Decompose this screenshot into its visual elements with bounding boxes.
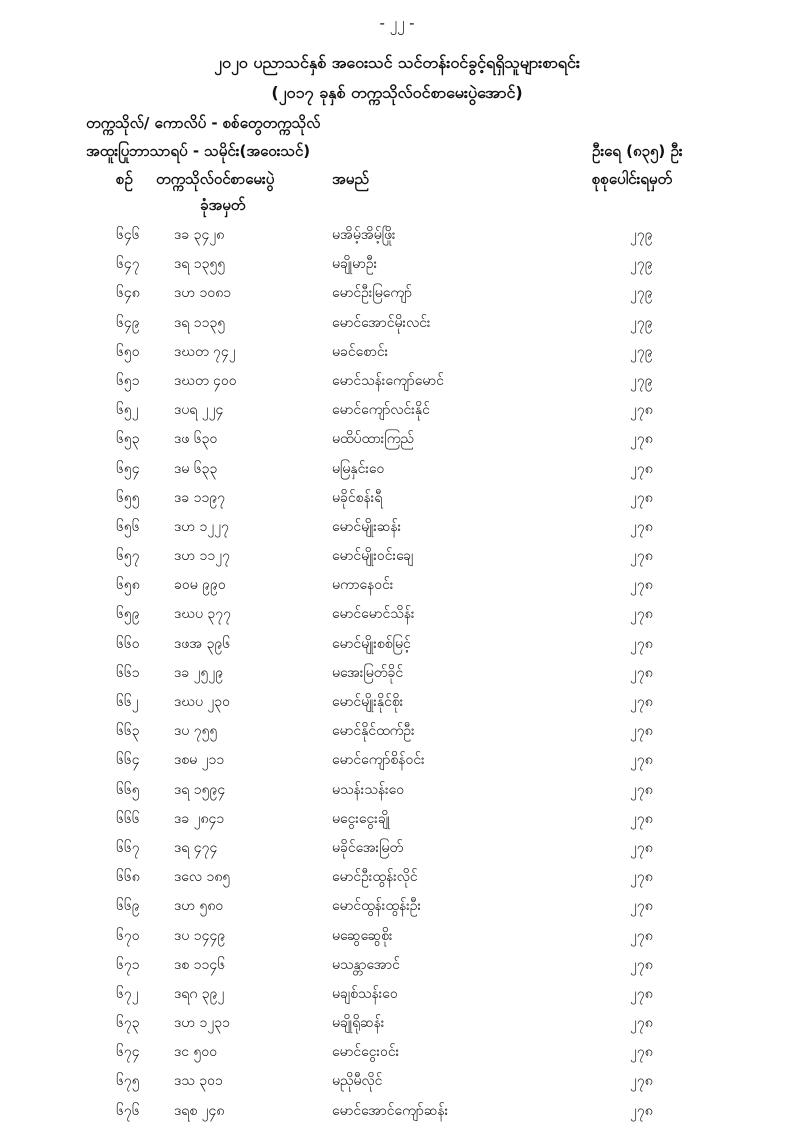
total-marks: ၂၇၈: [630, 518, 653, 535]
total-marks: ၂၇၈: [630, 781, 653, 798]
row-number: ၆၅၄: [116, 460, 140, 477]
total-marks: ၂၇၈: [630, 752, 653, 769]
total-marks: ၂၇၈: [630, 839, 653, 856]
student-name: မောင်မျိုးဝင်းချေ: [332, 548, 414, 565]
total-marks: ၂၇၈: [630, 548, 653, 565]
roll-number: ဒဃပ ၂၃၀: [174, 694, 231, 710]
row-number: ၆၅၉: [116, 606, 140, 623]
student-name: မောင်မျိုးဆန်း: [332, 518, 402, 535]
row-number: ၆၇၂: [116, 985, 139, 1002]
roll-number: ဒသ ၃၀၁: [174, 1073, 223, 1090]
column-header-roll: တက္ကသိုလ်ဝင်စာမေးပွဲ: [156, 170, 275, 188]
table-row: [0, 955, 794, 984]
student-name: မောင်ဦးမြကျော်: [332, 285, 413, 302]
student-name: မဆွေဆွေစိုး: [332, 927, 393, 944]
roll-number: ဒဟ ၁၁၂၇: [174, 548, 230, 565]
column-header-roll-line-2: ခုံအမှတ်: [200, 196, 246, 214]
row-number: ၆၆၂: [116, 694, 139, 710]
roll-number: ဒမ ၆၃၃: [174, 460, 218, 477]
row-number: ၆၄၇: [116, 256, 140, 273]
student-name: မောင်မောင်သိန်း: [332, 606, 415, 623]
roll-number: ဒဟ ၁၂၂၇: [174, 518, 229, 535]
table-row: [0, 1013, 794, 1042]
total-marks: ၂၇၈: [630, 606, 653, 623]
roll-number: ဒဟ ၁၀၈၁: [174, 285, 232, 302]
row-number: ၆၇၄: [116, 1044, 140, 1061]
row-number: ၆၇၅: [116, 1073, 140, 1090]
subject-line: အထူးပြုဘာသာရပ် - သမိုင်း(အဝေးသင်): [86, 142, 311, 160]
total-marks: ၂၇၉: [630, 256, 653, 273]
table-row: [0, 283, 794, 312]
table-row: [0, 342, 794, 371]
table-row: [0, 867, 794, 896]
row-number: ၆၆၀: [116, 635, 140, 652]
table-row: [0, 663, 794, 692]
total-marks: ၂၇၈: [630, 460, 653, 477]
student-name: မသန်းသန်းဝေ: [332, 781, 405, 798]
roll-number: ဒပ ၇၅၅: [174, 723, 218, 740]
student-name: မခိုင်အေးမြတ်: [332, 839, 404, 856]
student-name: မောင်အောင်ကျော်ဆန်း: [332, 1102, 449, 1119]
column-header-name: အမည်: [332, 170, 369, 188]
roll-number: ဒစမ ၂၁၁: [174, 752, 225, 769]
total-marks: ၂၇၈: [630, 898, 653, 915]
total-marks: ၂၇၈: [630, 723, 653, 740]
roll-number: ဒဃတ ၇၄၂: [174, 343, 236, 360]
table-row: [0, 838, 794, 867]
roll-number: ခဝမ ၉၉၀: [174, 577, 226, 594]
row-number: ၆၇၁: [116, 956, 140, 973]
total-marks: ၂၇၉: [630, 285, 653, 302]
student-name: မခင်စောင်း: [332, 343, 389, 360]
student-list: [0, 225, 794, 1130]
row-number: ၆၆၁: [116, 664, 140, 681]
roll-number: ဒရ ၁၃၅၅: [174, 256, 226, 273]
row-number: ၆၆၆: [116, 810, 140, 827]
student-name: မကာနေဝင်း: [332, 577, 394, 594]
total-marks: ၂၇၈: [630, 1073, 653, 1090]
student-name: မအေးမြတ်ခိုင်: [332, 664, 404, 681]
table-row: [0, 1071, 794, 1100]
student-name: မောင်နိုင်ထက်ဦး: [332, 723, 415, 740]
total-marks: ၂၇၈: [630, 956, 653, 973]
table-row: [0, 459, 794, 488]
roll-number: ဒင ၅၀၀: [174, 1044, 218, 1061]
total-marks: ၂၇၉: [630, 343, 653, 360]
roll-number: ဒပ ၁၄၄၉: [174, 927, 226, 944]
document-subtitle: (၂၀၁၇ ခုနှစ် တက္ကသိုလ်ဝင်စာမေးပွဲအောင်): [271, 83, 523, 102]
row-number: ၆၅၂: [116, 402, 139, 419]
table-row: [0, 634, 794, 663]
roll-number: ဒဖ ၆၃၀: [174, 431, 218, 448]
row-number: ၆၆၃: [116, 723, 140, 740]
total-count: ဦးရေ (၈၃၅) ဦး: [592, 142, 683, 160]
roll-number: ဒရစ ၂၄၈: [174, 1102, 225, 1119]
row-number: ၆၇၃: [116, 1015, 140, 1032]
student-name: မမြနှင်းဝေ: [332, 460, 385, 477]
total-marks: ၂၇၈: [630, 1015, 653, 1032]
table-row: [0, 400, 794, 429]
roll-number: ဒဃပ ၃၇၇: [174, 606, 232, 623]
student-name: မောင်ကျော်လင်းနိုင်: [332, 402, 430, 419]
student-name: မထိပ်ထားကြည်: [332, 431, 414, 448]
table-row: [0, 896, 794, 925]
row-number: ၆၄၆: [116, 227, 140, 243]
total-marks: ၂၇၈: [630, 927, 653, 944]
table-row: [0, 926, 794, 955]
total-marks: ၂၇၈: [630, 694, 653, 710]
total-marks: ၂၇၈: [630, 635, 653, 652]
table-row: [0, 254, 794, 283]
student-name: မောင်ငွေးဝင်း: [332, 1044, 400, 1061]
table-row: [0, 604, 794, 633]
table-row: [0, 546, 794, 575]
roll-number: ဒရ ၄၇၄: [174, 839, 218, 856]
total-marks: ၂၇၈: [630, 869, 653, 886]
row-number: ၆၆၉: [116, 898, 140, 915]
row-number: ၆၅၁: [116, 372, 140, 389]
document-title: ၂၀၂၀ ပညာသင်နှစ် အဝေးသင် သင်တန်းဝင်ခွင့်ရရှိသူများစာရင်း: [214, 53, 580, 72]
table-row: [0, 313, 794, 342]
row-number: ၆၇၆: [116, 1102, 140, 1119]
student-name: မခိုင်စန်းရီ: [332, 489, 383, 506]
column-header-no: စဉ်: [116, 170, 133, 188]
roll-number: ဒစ ၁၁၄၆: [174, 956, 226, 973]
university-line: တက္ကသိုလ်/ ကောလိပ် - စစ်တွေတက္ကသိုလ်: [86, 114, 321, 132]
page-number: - ၂၂ -: [379, 14, 415, 32]
row-number: ၆၅၈: [116, 577, 140, 594]
student-name: မချိုရိုဆန်း: [332, 1015, 385, 1032]
total-marks: ၂၇၈: [630, 985, 653, 1002]
student-name: မချစ်သန်းဝေ: [332, 985, 398, 1002]
student-name: မအိမ့်အိမ့်ဖြိုး: [332, 227, 396, 243]
student-name: မသန္တာအောင်: [332, 956, 400, 973]
table-row: [0, 488, 794, 517]
roll-number: ဒရဂ ၃၉၂: [174, 985, 225, 1002]
roll-number: ဒခ ၂၅၂၉: [174, 664, 224, 681]
table-row: [0, 1042, 794, 1071]
roll-number: ဒခ ၁၁၉၇: [174, 489, 226, 506]
table-row: [0, 1101, 794, 1130]
table-row: [0, 517, 794, 546]
roll-number: ဒခ ၃၄၂၈: [174, 227, 225, 243]
total-marks: ၂၇၉: [630, 372, 653, 389]
roll-number: ဒဟ ၅၈၀: [174, 898, 224, 915]
row-number: ၆၄၈: [116, 285, 140, 302]
roll-number: ဒရ ၁၁၃၅: [174, 314, 226, 331]
row-number: ၆၅၇: [116, 548, 140, 565]
column-header-marks: စုစုပေါင်းရမှတ်: [592, 170, 673, 188]
student-name: မောင်ထွန်းထွန်းဦး: [332, 898, 422, 915]
roll-number: ဒဃတ ၄၀၀: [174, 372, 237, 389]
total-marks: ၂၇၉: [630, 314, 653, 331]
student-name: မောင်မျိုးနိုင်စိုး: [332, 694, 404, 710]
table-row: [0, 809, 794, 838]
total-marks: ၂၇၈: [630, 402, 653, 419]
student-name: မညိုမီလိုင်: [332, 1073, 383, 1090]
student-name: မောင်ဦးထွန်းလိုင်: [332, 869, 418, 886]
total-marks: ၂၇၈: [630, 664, 653, 681]
student-name: မောင်အောင်မိုးလင်း: [332, 314, 431, 331]
roll-number: ဒခ ၂၈၄၁: [174, 810, 225, 827]
row-number: ၆၆၅: [116, 781, 140, 798]
row-number: ၆၆၈: [116, 869, 140, 886]
roll-number: ဒပရ ၂၂၄: [174, 402, 224, 419]
table-row: [0, 429, 794, 458]
roll-number: ဒလေ ၁၈၅: [174, 869, 231, 886]
table-row: [0, 225, 794, 254]
table-row: [0, 750, 794, 779]
student-name: မချိုမာဦး: [332, 256, 378, 273]
table-row: [0, 692, 794, 721]
table-row: [0, 984, 794, 1013]
table-row: [0, 371, 794, 400]
row-number: ၆၄၉: [116, 314, 140, 331]
row-number: ၆၇၀: [116, 927, 140, 944]
total-marks: ၂၇၈: [630, 1044, 653, 1061]
total-marks: ၂၇၈: [630, 431, 653, 448]
table-row: [0, 721, 794, 750]
total-marks: ၂၇၈: [630, 489, 653, 506]
total-marks: ၂၇၈: [630, 810, 653, 827]
student-name: မငွေးငွေးချို: [332, 810, 390, 827]
row-number: ၆၅၃: [116, 431, 140, 448]
row-number: ၆၅၅: [116, 489, 140, 506]
student-name: မောင်ကျော်စိန်ဝင်း: [332, 752, 425, 769]
roll-number: ဒရ ၁၅၉၄: [174, 781, 226, 798]
table-row: [0, 575, 794, 604]
roll-number: ဒဟ ၁၂၃၁: [174, 1015, 230, 1032]
row-number: ၆၅၀: [116, 343, 140, 360]
row-number: ၆၆၄: [116, 752, 140, 769]
total-marks: ၂၇၉: [630, 227, 653, 243]
roll-number: ဒဖအ ၃၉၆: [174, 635, 231, 652]
table-row: [0, 780, 794, 809]
total-marks: ၂၇၈: [630, 1102, 653, 1119]
row-number: ၆၅၆: [116, 518, 140, 535]
student-name: မောင်မျိုးစစ်မြင့်: [332, 635, 411, 652]
student-name: မောင်သန်းကျော်မောင်: [332, 372, 444, 389]
total-marks: ၂၇၈: [630, 577, 653, 594]
row-number: ၆၆၇: [116, 839, 140, 856]
